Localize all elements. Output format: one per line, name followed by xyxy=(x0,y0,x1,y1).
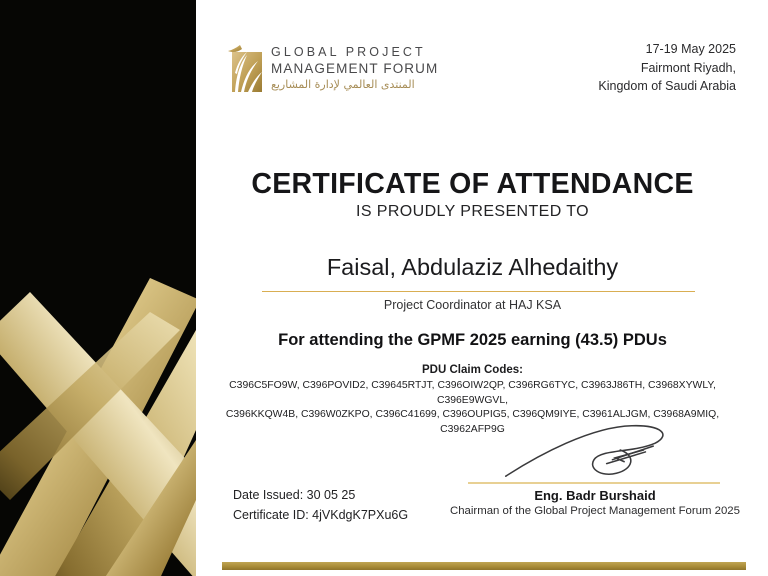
recipient-name: Faisal, Abdulaziz Alhedaithy xyxy=(326,254,619,280)
certificate-subtitle: IS PROUDLY PRESENTED TO xyxy=(356,203,589,220)
attendance-statement: For attending the GPMF 2025 earning (43.5) PDUs xyxy=(278,331,667,349)
recipient-role: Project Coordinator at HAJ KSA xyxy=(383,298,562,312)
gold-palm-sculpture-image xyxy=(0,0,196,576)
logo-line1: GLOBAL PROJECT xyxy=(271,45,426,59)
event-venue: Fairmont Riyadh, xyxy=(640,60,736,75)
event-dates: 17-19 May 2025 xyxy=(645,42,736,56)
pdu-codes-line2: C396KKQW4B, C396W0ZKPO, C396C41699, C396OUPIG5, C396QM9IYE, C3961ALJGM, C3968A9MIQ, C3962AFP9G xyxy=(225,409,720,435)
logo-arabic-text: المنتدى العالمي لإدارة المشاريع xyxy=(271,78,415,91)
signature-underline xyxy=(468,482,720,484)
logo-line2: MANAGEMENT FORUM xyxy=(271,60,439,76)
signer-title: Chairman of the Global Project Management Forum 2025 xyxy=(450,505,740,517)
signer-name: Eng. Badr Burshaid xyxy=(534,488,656,503)
pdu-claim-codes-heading: PDU Claim Codes: xyxy=(422,364,523,376)
gpmf-logo-text xyxy=(271,46,438,90)
gold-palm-artwork-panel xyxy=(0,0,196,576)
event-location: Kingdom of Saudi Arabia xyxy=(598,79,736,93)
issue-info xyxy=(233,486,408,525)
gold-divider-line xyxy=(262,291,695,292)
pdu-codes-line1: C396C5FO9W, C396POVID2, C39645RTJT, C396OIW2QP, C396RG6TYC, C3963J86TH, C3968XYWLY, C396E9WGVL, xyxy=(229,380,716,406)
gpmf-logo-palm-icon xyxy=(227,43,265,93)
certificate-title: CERTIFICATE OF ATTENDANCE xyxy=(251,168,694,200)
bottom-gold-bar xyxy=(222,562,746,570)
event-info xyxy=(598,40,736,96)
signature-image xyxy=(498,419,692,481)
certificate-id: Certificate ID: 4jVKdgK7PXu6G xyxy=(233,507,409,522)
date-issued: Date Issued: 30 05 25 xyxy=(233,488,356,502)
